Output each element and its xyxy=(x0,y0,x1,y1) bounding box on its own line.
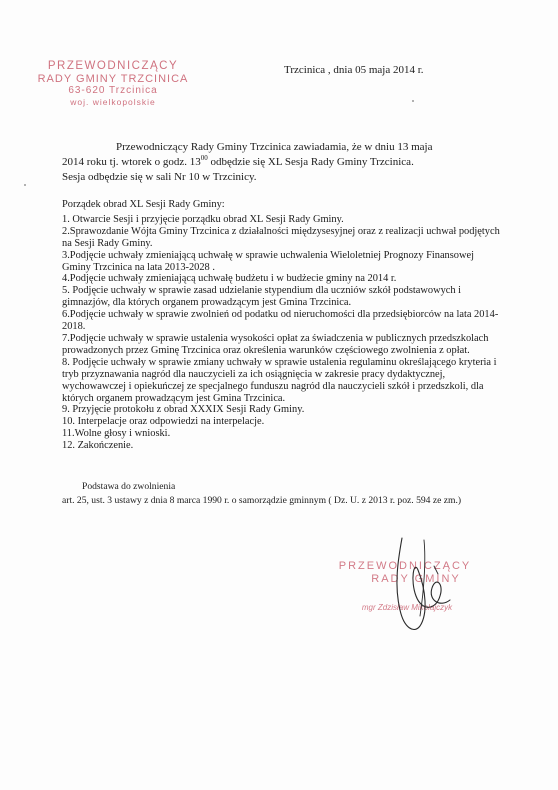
stamp-line-council: RADY GMINY TRZCINICA xyxy=(37,73,189,85)
agenda-item: 4.Podjęcie uchwały zmieniającą uchwałę budżetu i w budżecie gminy na 2014 r. xyxy=(62,273,397,285)
agenda-item: 5. Podjęcie uchwały w sprawie zasad udzielanie stypendium dla uczniów szkół podstawowych i gimnazjów, dla których organem prowadzącym jest Gmina Trzcinica. xyxy=(62,285,462,309)
agenda-item: 7.Podjęcie uchwały w sprawie ustalenia wysokości opłat za świadczenia w publicznych przedszkolach prowadzonych przez Gminę Trzcinica oraz określenia warunków częściowego zwolnienia z opłat. xyxy=(62,332,489,356)
agenda-item: 1. Otwarcie Sesji i przyjęcie porządku obrad XL Sesji Rady Gminy. xyxy=(62,213,344,225)
agenda-heading: Porządek obrad XL Sesji Rady Gminy: xyxy=(62,199,225,210)
agenda-item: 2.Sprawozdanie Wójta Gminy Trzcinica z działalności międzysesyjnej oraz z realizacji uchwał podjętych na Sesji Rady Gminy. xyxy=(62,225,500,249)
legal-basis-label: Podstawa do zwolnienia xyxy=(82,481,176,492)
signature-stamp-council: RADY GMINY xyxy=(371,573,461,585)
announcement-line-2 xyxy=(62,155,502,170)
agenda-item: 10. Interpelacje oraz odpowiedzi na interpelacje. xyxy=(62,416,265,428)
announcement-session-text: odbędzie się XL Sesja Rady Gminy Trzcinica. xyxy=(207,156,414,168)
signature-stamp-name: mgr Zdzisław Mikołajczyk xyxy=(361,603,453,612)
stamp-line-voivodeship: woj. wielkopolskie xyxy=(70,97,156,107)
legal-basis xyxy=(62,480,532,508)
announcement-line-3: Sesja odbędzie się w sali Nr 10 w Trzcinicy. xyxy=(62,171,257,183)
session-agenda xyxy=(62,199,502,452)
announcement-time-minutes: 00 xyxy=(200,154,208,162)
stamp-line-title: PRZEWODNICZĄCY xyxy=(47,60,179,72)
stamp-line-postcode: 63-620 Trzcinica xyxy=(68,85,158,96)
legal-basis-text: art. 25, ust. 3 ustawy z dnia 8 marca 1990 r. o samorządzie gminnym ( Dz. U. z 2013 r. poz. 594 ze zm.) xyxy=(62,495,462,506)
place-and-date: Trzcinica , dnia 05 maja 2014 r. xyxy=(284,64,424,76)
scan-speck xyxy=(24,184,26,186)
agenda-item: 6.Podjęcie uchwały w sprawie zwolnień od podatku od nieruchomości dla przedsiębiorców na lata 2014-2018. xyxy=(62,309,499,333)
agenda-item: 9. Przyjęcie protokołu z obrad XXXIX Sesji Rady Gminy. xyxy=(62,404,305,416)
signature-stamp-title: PRZEWODNICZĄCY xyxy=(338,560,472,572)
agenda-item: 3.Podjęcie uchwały zmieniającą uchwałę w sprawie uchwalenia Wieloletniej Prognozy Finansowej Gminy Trzcinica na lata 2013-2028 . xyxy=(62,249,474,273)
handwritten-signature xyxy=(380,530,460,640)
council-chairman-stamp xyxy=(28,60,198,107)
agenda-item: 12. Zakończenie. xyxy=(62,440,134,452)
agenda-item: 11.Wolne głosy i wnioski. xyxy=(62,428,171,440)
announcement-time-text: 2014 roku tj. wtorek o godz. 13 xyxy=(62,156,201,168)
agenda-item: 8. Podjęcie uchwały w sprawie zmiany uchwały w sprawie ustalenia regulaminu określającego kryteria i tryb przyznawania nagród dla nauczycieli za ich osiągnięcia w zakresie pracy dydaktycznej, wychowawczej i opiekuńczej ze specjalnego funduszu nagród dla nauczycieli szkół i przedszkoli, dla których organem prowadzącym jest Gmina Trzcinica. xyxy=(62,356,497,404)
scan-speck xyxy=(412,100,414,102)
session-announcement xyxy=(62,140,502,185)
announcement-line-1: Przewodniczący Rady Gminy Trzcinica zawiadamia, że w dniu 13 maja xyxy=(116,141,433,153)
